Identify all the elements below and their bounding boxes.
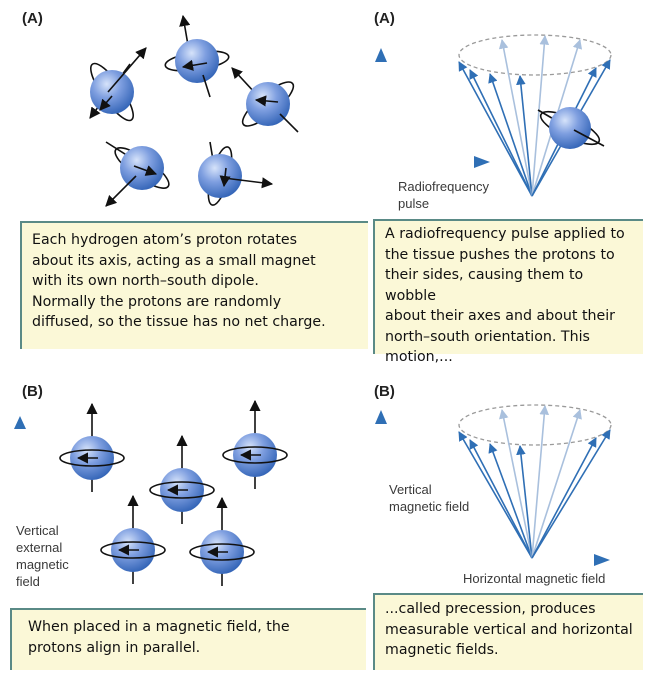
field-label-line: external <box>16 540 63 555</box>
rf-pulse-label <box>398 178 489 212</box>
caption-line: the tissue pushes the protons to <box>385 246 615 263</box>
vertical-external-field-label <box>16 522 69 590</box>
proton-sphere-icon <box>84 48 146 126</box>
proton-sphere-icon <box>537 105 604 150</box>
proton-sphere-icon <box>164 16 230 97</box>
caption-line: Each hydrogen atom’s proton rotates <box>32 232 298 248</box>
vertical-magnetic-field-label <box>389 481 469 515</box>
proton-sphere-icon <box>106 141 174 206</box>
proton-sphere-icon <box>232 68 299 132</box>
caption-line: ...called precession, produces <box>385 601 596 617</box>
proton-sphere-icon <box>60 404 124 492</box>
proton-sphere-icon <box>150 436 214 524</box>
caption-line: north–south orientation. This <box>385 328 590 345</box>
random-protons-group <box>84 16 299 207</box>
caption-line: their sides, causing them to wobble <box>385 267 584 304</box>
caption-top-left <box>20 223 368 349</box>
caption-line: A radiofrequency pulse applied to <box>385 226 625 242</box>
proton-sphere-icon <box>223 401 287 489</box>
caption-line: magnetic fields. <box>385 642 499 658</box>
caption-line: motion,... <box>385 349 453 365</box>
precession-cone-rim <box>459 35 611 75</box>
caption-top-right <box>373 221 643 365</box>
field-label-line: field <box>16 574 40 589</box>
precession-cone-rim <box>459 405 611 445</box>
rf-pulse-diagram <box>375 35 611 196</box>
rf-pulse-label-line: Radiofrequency <box>398 179 490 194</box>
field-label-line: Vertical <box>16 523 59 538</box>
caption-line: protons align in parallel. <box>28 639 201 656</box>
panel-label-bottom-right: (B) <box>374 383 395 400</box>
field-label-line: Vertical <box>389 482 432 497</box>
panel-label-bottom-left: (B) <box>22 383 43 400</box>
panel-label-top-left: (A) <box>22 10 43 27</box>
caption-line: about their axes and about their <box>385 308 615 324</box>
proton-sphere-icon <box>190 498 254 586</box>
proton-sphere-icon <box>198 142 272 207</box>
panel-label-top-right: (A) <box>374 10 395 27</box>
caption-bottom-right <box>373 595 643 670</box>
caption-line: When placed in a magnetic field, the <box>28 619 290 635</box>
caption-line: with its own north–south dipole. <box>32 273 259 289</box>
caption-line: measurable vertical and horizontal <box>385 621 633 638</box>
proton-sphere-icon <box>101 496 165 584</box>
precession-cone-icon <box>459 36 610 196</box>
caption-line: diffused, so the tissue has no net charge. <box>32 314 326 330</box>
field-label-line: magnetic field <box>389 499 470 514</box>
caption-line: Normally the protons are randomly <box>32 293 282 310</box>
precession-cone-icon <box>459 406 610 558</box>
rf-pulse-label-line: pulse <box>398 196 430 211</box>
horizontal-magnetic-field-label: Horizontal magnetic field <box>463 571 606 586</box>
field-label-line: magnetic <box>16 557 69 572</box>
caption-bottom-left <box>10 610 366 670</box>
caption-line: about its axis, acting as a small magnet <box>32 252 316 269</box>
